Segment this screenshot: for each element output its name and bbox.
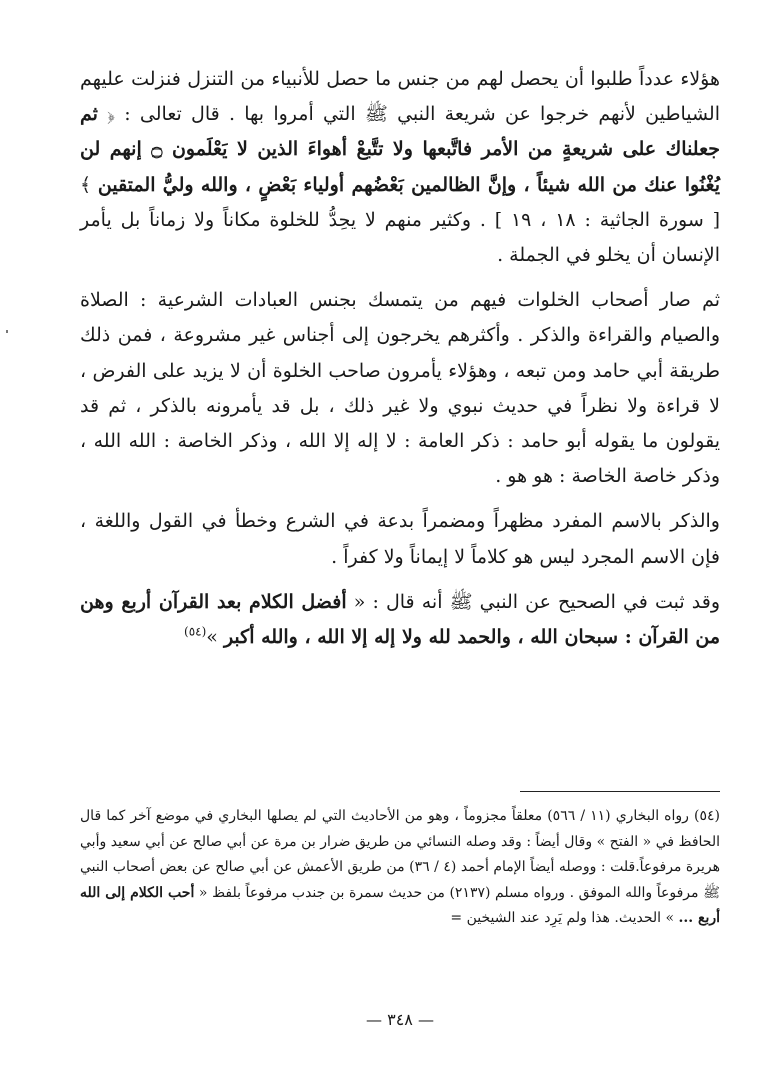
- document-page: [80, 62, 720, 1062]
- paragraph-2: ثم صار أصحاب الخلوات فيهم من يتمسك بجنس العبادات الشرعية : الصلاة والصيام والقراءة والذكر . وأكثرهم يخرجون إلى أجناس غير مشروعة ، فمن ذلك طريقة أبي حامد ومن تبعه ، وهؤلاء يأمرون صاحب الخلوة أن لا يزيد على الفرض ، لا قراءة ولا نظراً في حديث نبوي ولا غير ذلك ، بل قد يأمرونه بالذكر ، ثم قد يقولون ما يقوله أبو حامد : ذكر العامة : لا إله إلا الله ، وذكر الخاصة : الله الله ، وذكر خاصة الخاصة : هو هو .: [80, 289, 720, 488]
- paragraph-4: [80, 585, 720, 655]
- quran-verse: ثم جعلناك على شريعةٍ من الأمر فاتَّبعها ولا تتَّبعْ أهواءَ الذين لا يَعْلَمون ۝ إنهم لن يُغْنُوا عنك من الله شيئاً ، وإنَّ الظالمين بَعْضُهم أولياء بَعْضٍ ، والله وليُّ المتقين: [80, 103, 720, 196]
- paragraph-3: والذكر بالاسم المفرد مظهراً ومضمراً بدعة في الشرع وخطأ في القول واللغة ، فإن الاسم المجرد ليس هو كلاماً لا إيماناً ولا كفراً .: [80, 510, 720, 568]
- page-number: — ٣٤٨ —: [366, 1010, 434, 1029]
- paragraph-4-text-a: وقد ثبت في الصحيح عن النبي ﷺ أنه قال : «: [346, 590, 720, 613]
- paragraph-1-text-b: ﴾ [ سورة الجاثية : ١٨ ، ١٩ ] . وكثير منهم لا يحِدُّ للخلوة مكاناً ولا زماناً بل يأمر الإنسان أن يخلو في الجملة .: [80, 173, 720, 267]
- footnote-bold-hadith: أحب الكلام إلى الله أربع ...: [80, 884, 720, 927]
- footnote-section: [80, 804, 720, 932]
- margin-mark: [6, 330, 8, 333]
- footnote-reference: (٥٤): [184, 624, 207, 639]
- hadith-text: أفضل الكلام بعد القرآن أربع وهن من القرآن : سبحان الله ، والحمد لله ولا إله إلا الله ، والله أكبر: [80, 590, 720, 649]
- main-text: [80, 62, 720, 655]
- footnote-text-a: (٥٤) رواه البخاري (١١ / ٥٦٦) معلقاً مجزوماً ، وهو من الأحاديث التي لم يصلها البخاري في موضع آخر كما قال الحافظ في « الفتح » وقال أيضاً : وقد وصله النسائي من طريق ضرار بن مرة عن أبي صالح عن أبي سعيد وأبي هريرة مرفوعاً.قلت : ووصله أيضاً الإمام أحمد (٤ / ٣٦) من طريق الأعمش عن أبي صالح عن بعض أصحاب النبي ﷺ مرفوعاً والله الموفق . ورواه مسلم (٢١٣٧) من حديث سمرة بن جندب مرفوعاً بلفظ «: [80, 808, 720, 901]
- paragraph-1: [80, 62, 720, 273]
- footnote-54: [80, 804, 720, 932]
- paragraph-4-text-b: »: [206, 626, 224, 649]
- paragraph-1-text-a: هؤلاء عدداً طلبوا أن يحصل لهم من جنس ما حصل للأنبياء من التنزل فنزلت عليهم الشياطين لأنهم خرجوا عن شريعة النبي ﷺ التي أمروا بها . قال تعالى : ﴿: [80, 68, 720, 126]
- footnote-separator: [520, 791, 720, 792]
- footnote-text-b: » الحديث. هذا ولم يَرِد عند الشيخين =: [450, 910, 679, 927]
